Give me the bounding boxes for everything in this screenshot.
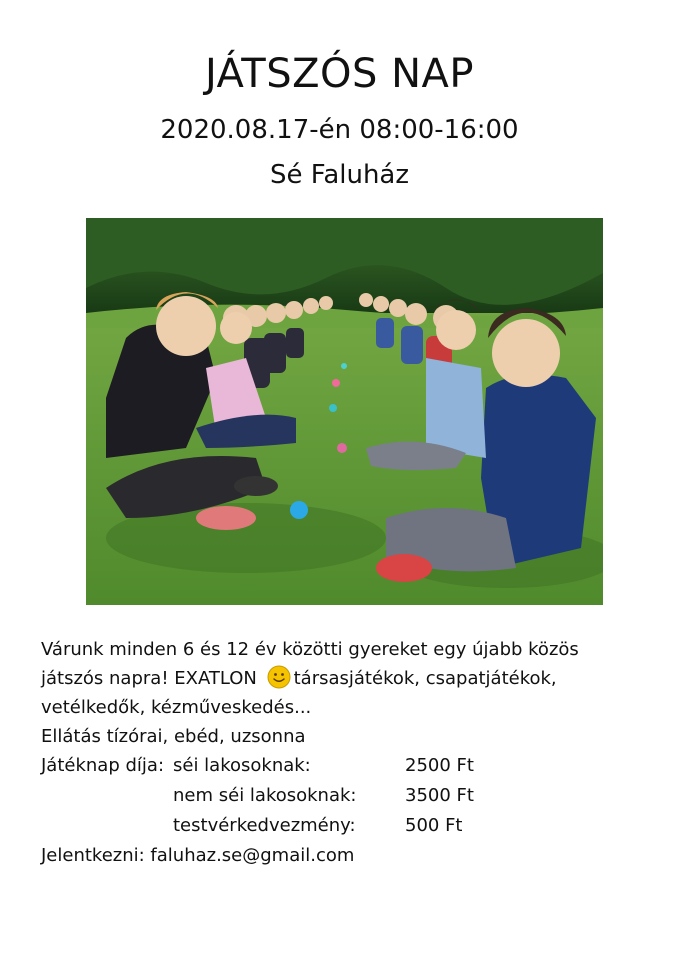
- poster-title: JÁTSZÓS NAP: [204, 51, 475, 97]
- event-photo: [86, 218, 603, 605]
- contact-line: Jelentkezni: faluhaz.se@gmail.com: [41, 845, 355, 866]
- event-location: Sé Faluház: [269, 160, 410, 190]
- fee-category: testvérkedvezmény:: [173, 815, 356, 836]
- catering-line: Ellátás tízórai, ebéd, uzsonna: [41, 726, 306, 747]
- fee-price: 3500 Ft: [405, 785, 474, 806]
- fee-row: [41, 781, 641, 811]
- intro-line-3: vetélkedők, kézműveskedés...: [41, 697, 312, 718]
- smiley-face-icon: [267, 665, 291, 689]
- event-date-time: 2020.08.17-én 08:00-16:00: [160, 115, 519, 145]
- fee-category: nem séi lakosoknak:: [173, 785, 357, 806]
- intro-line-2-start: játszós napra! EXATLON: [41, 668, 263, 689]
- fee-row: [41, 751, 641, 781]
- event-description: [41, 635, 641, 870]
- intro-line-1: Várunk minden 6 és 12 év közötti gyereket egy újabb közös: [41, 639, 579, 660]
- fee-price: 500 Ft: [405, 815, 463, 836]
- fee-row: [41, 811, 641, 841]
- fee-category: séi lakosoknak:: [173, 755, 311, 776]
- fee-label: Játéknap díja:: [41, 755, 165, 776]
- intro-line-2-end: társasjátékok, csapatjátékok,: [293, 668, 557, 689]
- intro-line-2: [41, 664, 641, 693]
- fee-price: 2500 Ft: [405, 755, 474, 776]
